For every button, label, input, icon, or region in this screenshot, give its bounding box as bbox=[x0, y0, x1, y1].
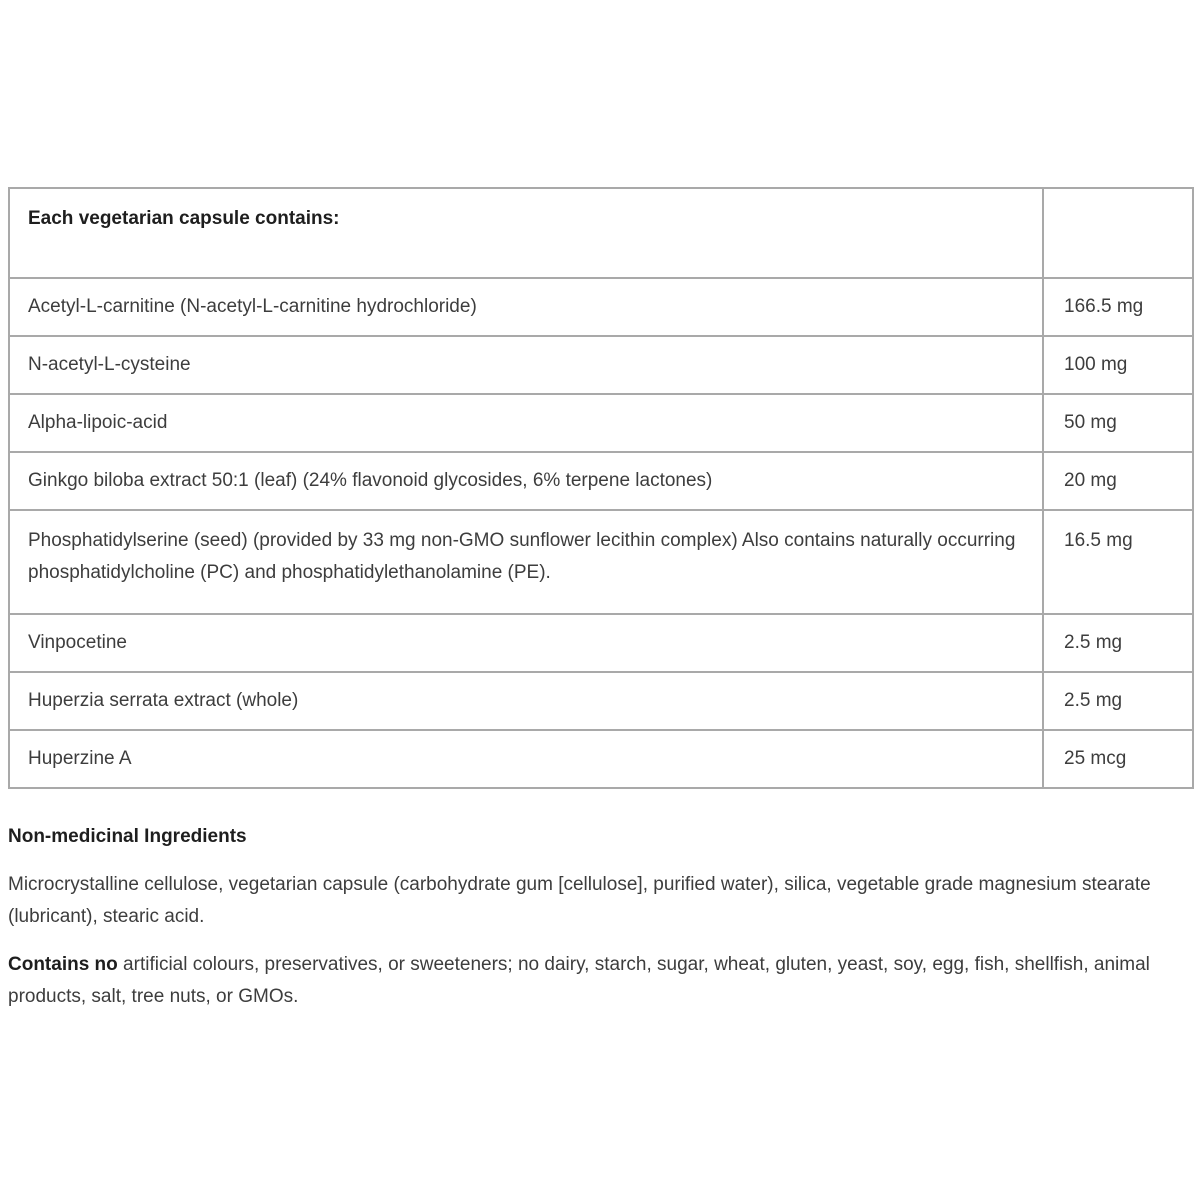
ingredient-amount: 100 mg bbox=[1043, 336, 1193, 394]
ingredient-name: Phosphatidylserine (seed) (provided by 33 mg non-GMO sunflower lecithin complex) Also contains naturally occurring phosphatidylcholine (PC) and phosphatidylethanolamine (PE). bbox=[9, 510, 1043, 614]
table-row bbox=[9, 672, 1193, 730]
table-row bbox=[9, 510, 1193, 614]
contains-no-text: artificial colours, preservatives, or sweeteners; no dairy, starch, sugar, wheat, gluten, yeast, soy, egg, fish, shellfish, animal products, salt, tree nuts, or GMOs. bbox=[8, 954, 1150, 1007]
ingredient-amount: 25 mcg bbox=[1043, 730, 1193, 788]
ingredient-name: Acetyl-L-carnitine (N-acetyl-L-carnitine hydrochloride) bbox=[9, 278, 1043, 336]
contains-no-paragraph bbox=[8, 949, 1192, 1013]
ingredient-name: N-acetyl-L-cysteine bbox=[9, 336, 1043, 394]
ingredient-amount: 2.5 mg bbox=[1043, 614, 1193, 672]
table-header-row bbox=[9, 188, 1193, 278]
ingredient-amount: 20 mg bbox=[1043, 452, 1193, 510]
ingredient-amount: 2.5 mg bbox=[1043, 672, 1193, 730]
table-row bbox=[9, 452, 1193, 510]
table-row bbox=[9, 336, 1193, 394]
table-row bbox=[9, 730, 1193, 788]
ingredient-name: Vinpocetine bbox=[9, 614, 1043, 672]
ingredients-table bbox=[8, 187, 1194, 789]
table-row bbox=[9, 394, 1193, 452]
table-header-amount bbox=[1043, 188, 1193, 278]
table-row bbox=[9, 614, 1193, 672]
ingredient-amount: 16.5 mg bbox=[1043, 510, 1193, 614]
ingredient-amount: 50 mg bbox=[1043, 394, 1193, 452]
ingredient-name: Ginkgo biloba extract 50:1 (leaf) (24% flavonoid glycosides, 6% terpene lactones) bbox=[9, 452, 1043, 510]
ingredient-name: Huperzia serrata extract (whole) bbox=[9, 672, 1043, 730]
ingredient-name: Huperzine A bbox=[9, 730, 1043, 788]
ingredient-name: Alpha-lipoic-acid bbox=[9, 394, 1043, 452]
non-medicinal-text: Microcrystalline cellulose, vegetarian capsule (carbohydrate gum [cellulose], purified water), silica, vegetable grade magnesium stearate (lubricant), stearic acid. bbox=[8, 874, 1151, 927]
ingredient-amount: 166.5 mg bbox=[1043, 278, 1193, 336]
table-header-label: Each vegetarian capsule contains: bbox=[9, 188, 1043, 278]
table-row bbox=[9, 278, 1193, 336]
non-medicinal-heading: Non-medicinal Ingredients bbox=[8, 826, 247, 847]
contains-no-lead: Contains no bbox=[8, 954, 118, 975]
